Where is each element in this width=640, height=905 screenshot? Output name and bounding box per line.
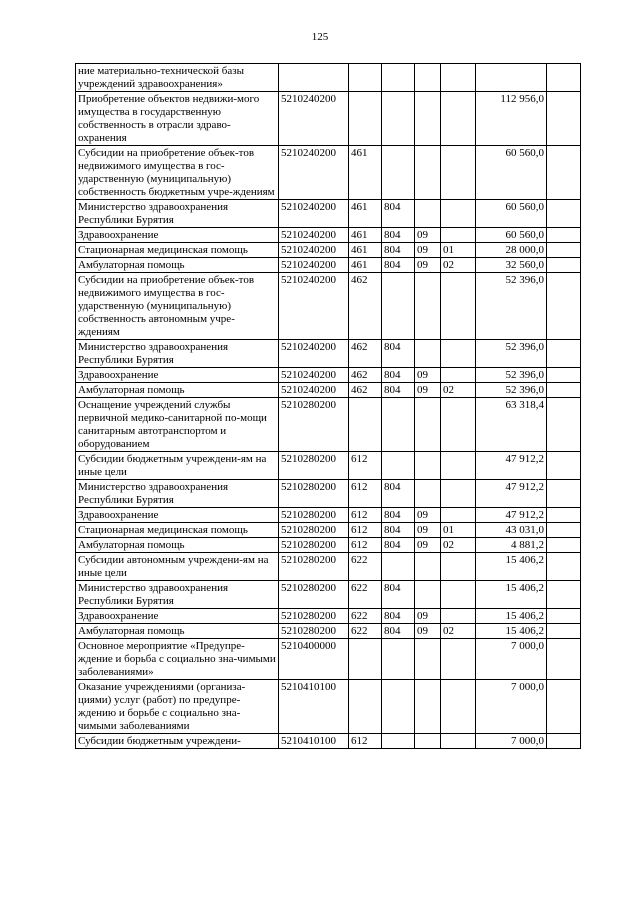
administrator-code: 804 <box>382 538 415 553</box>
row-name: Основное мероприятие «Предупре-ждение и борьба с социально зна-чимыми заболеваниями» <box>76 639 279 680</box>
row-name: Субсидии бюджетным учреждени-ям на иные цели <box>76 452 279 480</box>
amount: 60 560,0 <box>476 146 547 200</box>
table-row <box>76 340 581 368</box>
amount: 112 956,0 <box>476 92 547 146</box>
row-name: Министерство здравоохранения Республики Бурятия <box>76 200 279 228</box>
empty-cell <box>547 538 581 553</box>
empty-cell <box>547 228 581 243</box>
table-row <box>76 273 581 340</box>
section-code <box>415 734 441 749</box>
empty-cell <box>547 480 581 508</box>
administrator-code: 804 <box>382 480 415 508</box>
empty-cell <box>547 368 581 383</box>
table-row <box>76 452 581 480</box>
empty-cell <box>547 146 581 200</box>
expense-type-code: 612 <box>349 452 382 480</box>
amount: 7 000,0 <box>476 639 547 680</box>
administrator-code: 804 <box>382 368 415 383</box>
row-name: Стационарная медицинская помощь <box>76 243 279 258</box>
amount: 60 560,0 <box>476 228 547 243</box>
empty-cell <box>547 553 581 581</box>
expense-type-code: 462 <box>349 340 382 368</box>
table-row <box>76 680 581 734</box>
subsection-code: 02 <box>441 383 476 398</box>
target-article-code: 5210240200 <box>279 340 349 368</box>
empty-cell <box>547 680 581 734</box>
empty-cell <box>547 523 581 538</box>
section-code: 09 <box>415 258 441 273</box>
section-code <box>415 398 441 452</box>
administrator-code <box>382 452 415 480</box>
expense-type-code: 612 <box>349 480 382 508</box>
target-article-code: 5210240200 <box>279 273 349 340</box>
administrator-code: 804 <box>382 624 415 639</box>
administrator-code: 804 <box>382 508 415 523</box>
amount: 7 000,0 <box>476 680 547 734</box>
row-name: Министерство здравоохранения Республики Бурятия <box>76 581 279 609</box>
administrator-code <box>382 146 415 200</box>
section-code <box>415 64 441 92</box>
row-name: Амбулаторная помощь <box>76 624 279 639</box>
administrator-code: 804 <box>382 258 415 273</box>
section-code: 09 <box>415 523 441 538</box>
expense-type-code: 612 <box>349 734 382 749</box>
expense-type-code: 622 <box>349 609 382 624</box>
expense-type-code <box>349 639 382 680</box>
amount: 43 031,0 <box>476 523 547 538</box>
page-number: 125 <box>311 31 329 43</box>
section-code <box>415 200 441 228</box>
expense-type-code: 612 <box>349 538 382 553</box>
amount: 47 912,2 <box>476 452 547 480</box>
empty-cell <box>547 383 581 398</box>
table-row <box>76 639 581 680</box>
subsection-code: 02 <box>441 538 476 553</box>
subsection-code <box>441 200 476 228</box>
section-code: 09 <box>415 368 441 383</box>
amount: 52 396,0 <box>476 340 547 368</box>
table-row <box>76 523 581 538</box>
table-row <box>76 734 581 749</box>
amount: 47 912,2 <box>476 508 547 523</box>
administrator-code <box>382 639 415 680</box>
subsection-code <box>441 581 476 609</box>
target-article-code: 5210410100 <box>279 734 349 749</box>
target-article-code: 5210280200 <box>279 480 349 508</box>
table-row <box>76 538 581 553</box>
section-code <box>415 273 441 340</box>
target-article-code: 5210280200 <box>279 398 349 452</box>
target-article-code: 5210280200 <box>279 581 349 609</box>
section-code <box>415 92 441 146</box>
expense-type-code: 462 <box>349 273 382 340</box>
expense-type-code: 461 <box>349 146 382 200</box>
row-name: Здравоохранение <box>76 368 279 383</box>
amount: 32 560,0 <box>476 258 547 273</box>
row-name: Здравоохранение <box>76 228 279 243</box>
amount: 7 000,0 <box>476 734 547 749</box>
expense-type-code <box>349 64 382 92</box>
table-row <box>76 480 581 508</box>
administrator-code: 804 <box>382 609 415 624</box>
administrator-code <box>382 734 415 749</box>
administrator-code: 804 <box>382 523 415 538</box>
table-row <box>76 146 581 200</box>
section-code <box>415 480 441 508</box>
target-article-code: 5210410100 <box>279 680 349 734</box>
administrator-code: 804 <box>382 243 415 258</box>
administrator-code <box>382 273 415 340</box>
row-name: Субсидии бюджетным учреждени- <box>76 734 279 749</box>
empty-cell <box>547 243 581 258</box>
amount: 52 396,0 <box>476 368 547 383</box>
empty-cell <box>547 64 581 92</box>
budget-table-body <box>76 64 581 749</box>
target-article-code: 5210400000 <box>279 639 349 680</box>
expense-type-code <box>349 680 382 734</box>
target-article-code: 5210240200 <box>279 228 349 243</box>
section-code: 09 <box>415 609 441 624</box>
subsection-code <box>441 92 476 146</box>
subsection-code <box>441 553 476 581</box>
row-name: Субсидии автономным учреждени-ям на иные цели <box>76 553 279 581</box>
section-code <box>415 340 441 368</box>
row-name: Субсидии на приобретение объек-тов недвижимого имущества в гос-ударственную (муниципальную) собственность бюджетным учре-ждениям <box>76 146 279 200</box>
empty-cell <box>547 581 581 609</box>
section-code: 09 <box>415 383 441 398</box>
row-name: Приобретение объектов недвижи-мого имущества в государственную собственность в отрасли здраво-охранения <box>76 92 279 146</box>
table-row <box>76 383 581 398</box>
expense-type-code <box>349 92 382 146</box>
expense-type-code: 461 <box>349 243 382 258</box>
target-article-code: 5210240200 <box>279 383 349 398</box>
administrator-code: 804 <box>382 383 415 398</box>
row-name: ние материально-технической базы учреждений здравоохранения» <box>76 64 279 92</box>
table-row <box>76 398 581 452</box>
subsection-code <box>441 398 476 452</box>
empty-cell <box>547 609 581 624</box>
target-article-code: 5210280200 <box>279 523 349 538</box>
table-row <box>76 228 581 243</box>
subsection-code <box>441 639 476 680</box>
expense-type-code: 461 <box>349 228 382 243</box>
administrator-code: 804 <box>382 340 415 368</box>
amount <box>476 64 547 92</box>
empty-cell <box>547 508 581 523</box>
expense-type-code: 612 <box>349 523 382 538</box>
administrator-code <box>382 64 415 92</box>
target-article-code: 5210240200 <box>279 258 349 273</box>
table-row <box>76 508 581 523</box>
section-code: 09 <box>415 243 441 258</box>
administrator-code <box>382 92 415 146</box>
expense-type-code: 461 <box>349 258 382 273</box>
expense-type-code: 622 <box>349 624 382 639</box>
row-name: Оснащение учреждений службы первичной медико-санитарной по-мощи санитарным автотранспортом и оборудованием <box>76 398 279 452</box>
expense-type-code: 461 <box>349 200 382 228</box>
empty-cell <box>547 639 581 680</box>
subsection-code: 01 <box>441 243 476 258</box>
amount: 63 318,4 <box>476 398 547 452</box>
row-name: Министерство здравоохранения Республики Бурятия <box>76 340 279 368</box>
table-row <box>76 243 581 258</box>
table-row <box>76 92 581 146</box>
subsection-code <box>441 508 476 523</box>
row-name: Амбулаторная помощь <box>76 538 279 553</box>
target-article-code: 5210240200 <box>279 146 349 200</box>
expense-type-code <box>349 398 382 452</box>
target-article-code: 5210240200 <box>279 243 349 258</box>
amount: 4 881,2 <box>476 538 547 553</box>
row-name: Стационарная медицинская помощь <box>76 523 279 538</box>
target-article-code: 5210280200 <box>279 609 349 624</box>
expense-type-code: 612 <box>349 508 382 523</box>
amount: 47 912,2 <box>476 480 547 508</box>
subsection-code <box>441 734 476 749</box>
empty-cell <box>547 398 581 452</box>
subsection-code <box>441 340 476 368</box>
subsection-code <box>441 609 476 624</box>
section-code <box>415 581 441 609</box>
table-row <box>76 200 581 228</box>
amount: 52 396,0 <box>476 383 547 398</box>
row-name: Оказание учреждениями (организа-циями) услуг (работ) по предупре-ждению и борьбе с социально зна-чимыми заболеваниями <box>76 680 279 734</box>
amount: 28 000,0 <box>476 243 547 258</box>
target-article-code: 5210280200 <box>279 538 349 553</box>
amount: 15 406,2 <box>476 609 547 624</box>
target-article-code: 5210280200 <box>279 508 349 523</box>
table-row <box>76 624 581 639</box>
empty-cell <box>547 273 581 340</box>
subsection-code <box>441 480 476 508</box>
subsection-code: 02 <box>441 624 476 639</box>
table-row <box>76 581 581 609</box>
subsection-code <box>441 146 476 200</box>
section-code: 09 <box>415 538 441 553</box>
administrator-code: 804 <box>382 228 415 243</box>
expense-type-code: 622 <box>349 553 382 581</box>
section-code <box>415 452 441 480</box>
subsection-code <box>441 64 476 92</box>
expense-type-code: 462 <box>349 368 382 383</box>
empty-cell <box>547 452 581 480</box>
administrator-code <box>382 553 415 581</box>
empty-cell <box>547 734 581 749</box>
empty-cell <box>547 200 581 228</box>
expense-type-code: 462 <box>349 383 382 398</box>
section-code <box>415 553 441 581</box>
table-row <box>76 609 581 624</box>
subsection-code <box>441 273 476 340</box>
target-article-code: 5210280200 <box>279 624 349 639</box>
administrator-code: 804 <box>382 581 415 609</box>
empty-cell <box>547 258 581 273</box>
row-name: Амбулаторная помощь <box>76 383 279 398</box>
administrator-code: 804 <box>382 200 415 228</box>
table-row <box>76 368 581 383</box>
target-article-code: 5210280200 <box>279 553 349 581</box>
table-row <box>76 258 581 273</box>
table-row <box>76 553 581 581</box>
row-name: Здравоохранение <box>76 609 279 624</box>
row-name: Министерство здравоохранения Республики Бурятия <box>76 480 279 508</box>
section-code <box>415 639 441 680</box>
row-name: Амбулаторная помощь <box>76 258 279 273</box>
amount: 52 396,0 <box>476 273 547 340</box>
budget-table <box>75 63 581 749</box>
row-name: Субсидии на приобретение объек-тов недвижимого имущества в гос-ударственную (муниципальную) собственность автономным учре-ждениям <box>76 273 279 340</box>
empty-cell <box>547 92 581 146</box>
section-code: 09 <box>415 228 441 243</box>
section-code: 09 <box>415 508 441 523</box>
subsection-code: 01 <box>441 523 476 538</box>
empty-cell <box>547 340 581 368</box>
subsection-code <box>441 452 476 480</box>
table-row <box>76 64 581 92</box>
row-name: Здравоохранение <box>76 508 279 523</box>
empty-cell <box>547 624 581 639</box>
section-code: 09 <box>415 624 441 639</box>
target-article-code: 5210240200 <box>279 200 349 228</box>
administrator-code <box>382 398 415 452</box>
subsection-code <box>441 680 476 734</box>
amount: 15 406,2 <box>476 624 547 639</box>
subsection-code <box>441 368 476 383</box>
section-code <box>415 146 441 200</box>
subsection-code <box>441 228 476 243</box>
expense-type-code: 622 <box>349 581 382 609</box>
target-article-code: 5210240200 <box>279 368 349 383</box>
administrator-code <box>382 680 415 734</box>
target-article-code: 5210240200 <box>279 92 349 146</box>
subsection-code: 02 <box>441 258 476 273</box>
amount: 60 560,0 <box>476 200 547 228</box>
amount: 15 406,2 <box>476 553 547 581</box>
target-article-code: 5210280200 <box>279 452 349 480</box>
amount: 15 406,2 <box>476 581 547 609</box>
target-article-code <box>279 64 349 92</box>
section-code <box>415 680 441 734</box>
